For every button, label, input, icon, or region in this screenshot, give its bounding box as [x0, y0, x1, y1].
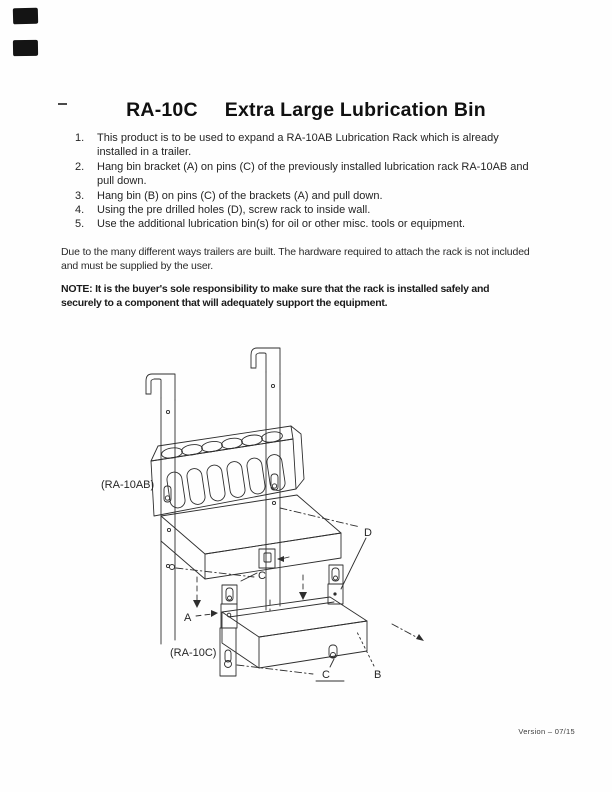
item-text: Hang bin bracket (A) on pins (C) of the previously installed lubrication rack RA-10AB and [97, 160, 529, 173]
version-text: Version – 07/15 [518, 727, 575, 736]
item-number: 2. [75, 160, 85, 173]
item-text: Hang bin (B) on pins (C) of the brackets (A) and pull down. [97, 189, 383, 202]
title-model-number: RA-10C [126, 99, 198, 121]
label-b: B [374, 669, 382, 681]
label-ra10ab: (RA-10AB) [101, 479, 155, 491]
bin-top-slots [161, 431, 283, 460]
paragraph-line: Due to the many different ways trailers are built. The hardware required to attach the rack is not included [61, 246, 530, 258]
rack-tray [161, 495, 341, 579]
item-number: 3. [75, 189, 85, 202]
item-number: 1. [75, 132, 85, 144]
item-number: 5. [75, 218, 85, 231]
label-d: D [364, 527, 372, 539]
diagram-annotations [101, 479, 424, 681]
upper-lubrication-bin [151, 426, 304, 516]
paragraph-line: and must be supplied by the user. [61, 259, 214, 272]
item-number: 4. [75, 204, 85, 217]
paragraph-line: NOTE: It is the buyer's sole responsibility to make sure that the rack is installed safely and [61, 283, 490, 295]
paragraph-line: securely to a component that will adequately support the equipment. [61, 296, 388, 309]
right-hanging-bracket [328, 565, 343, 604]
pin-bracket-middle [259, 549, 289, 568]
label-c-mid: C [258, 570, 266, 582]
item-text: pull down. [97, 175, 147, 188]
label-c-bottom: C [322, 669, 330, 681]
item-text: Use the additional lubrication bin(s) for oil or other misc. tools or equipment. [97, 218, 466, 231]
bin-front-cutouts [166, 454, 286, 509]
item-text: Using the pre drilled holes (D), screw rack to inside wall. [97, 204, 371, 217]
item-text: installed in a trailer. [97, 146, 192, 159]
label-a: A [184, 612, 192, 624]
left-rail [146, 374, 175, 644]
title-product-name: Extra Large Lubrication Bin [224, 99, 486, 121]
label-ra10c: (RA-10C) [170, 647, 217, 659]
new-bin-box [222, 597, 367, 668]
item-text: This product is to be used to expand a RA-10AB Lubrication Rack which is already [97, 132, 499, 144]
left-hanging-bracket [220, 585, 237, 676]
